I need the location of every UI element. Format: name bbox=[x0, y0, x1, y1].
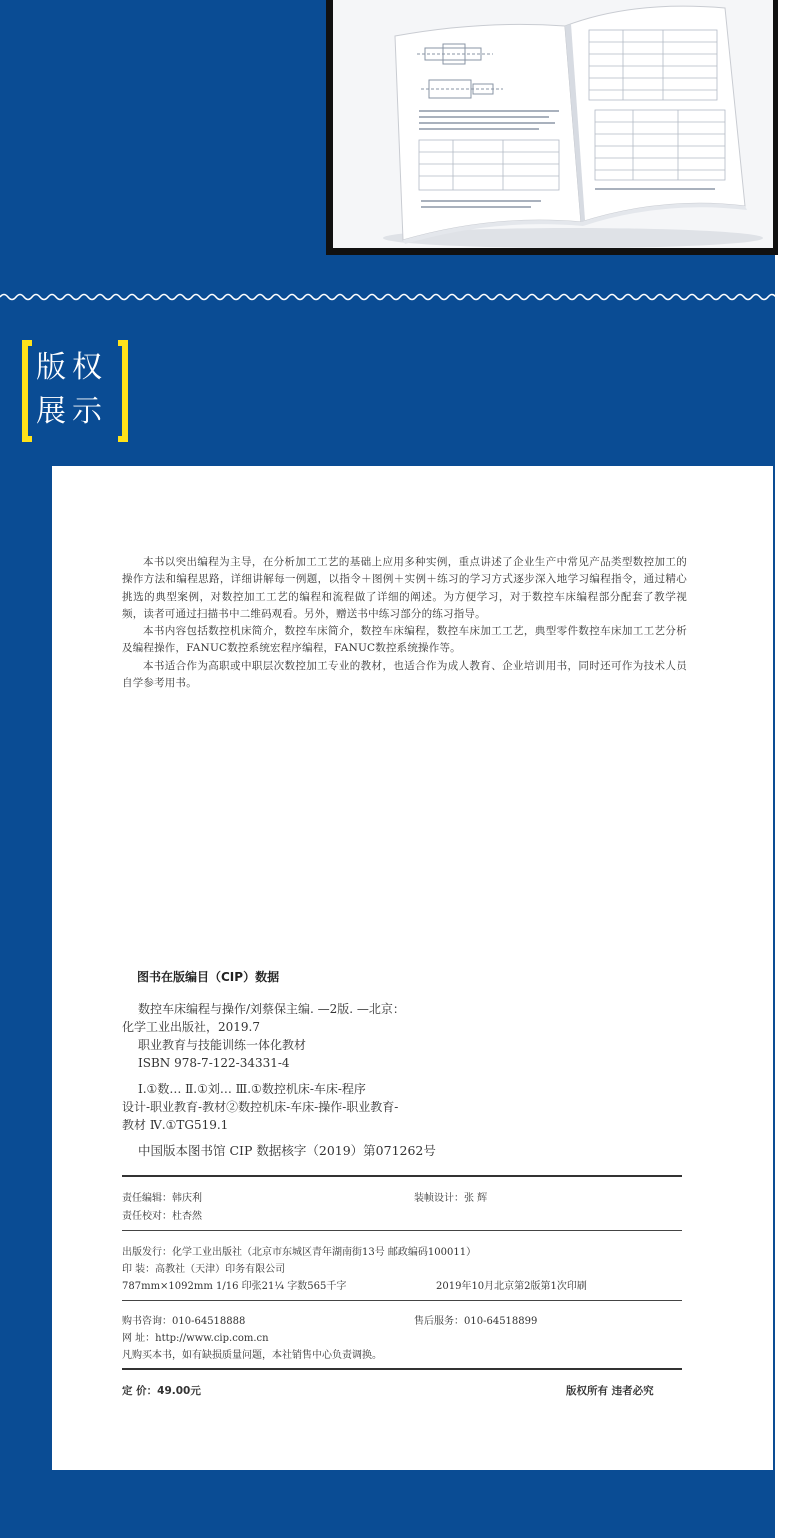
cip-number: 中国版本图书馆 CIP 数据核字（2019）第071262号 bbox=[138, 1143, 436, 1158]
book-format: 787mm×1092mm 1/16 印张21¼ 字数565千字 bbox=[122, 1281, 347, 1292]
isbn: ISBN 978-7-122-34331-4 bbox=[138, 1056, 290, 1070]
cip-heading: 图书在版编目（CIP）数据 bbox=[137, 970, 280, 984]
abstract-paragraph: 本书以突出编程为主导，在分析加工工艺的基础上应用多种实例，重点讲述了企业生产中常见产品类型数控加工的操作方法和编程思路，详细讲解每一例题，以指令＋图例＋实例＋练习的学习方式逐步深入地学习编程指令，通过精心挑选的典型案例，对数控加工工艺的编程和流程做了详细的阐述。为方便学习，对于数控车床编程部分配套了教学视频，读者可通过扫描书中二维码观看。另外，赠送书中练习部分的练习指导。 bbox=[122, 556, 687, 620]
right-bracket bbox=[118, 340, 128, 442]
cip-data bbox=[122, 1000, 482, 1160]
editor: 责任编辑：韩庆利 bbox=[122, 1193, 202, 1204]
abstract-paragraph: 本书内容包括数控机床简介，数控车床简介，数控车床编程，数控车床加工工艺，典型零件数控车床加工工艺分析及编程操作，FANUC数控系统宏程序编程，FANUC数控系统操作等。 bbox=[122, 625, 687, 655]
section-title bbox=[22, 340, 128, 442]
cip-class: 设计-职业教育-教材②数控机床-车床-操作-职业教育- bbox=[122, 1100, 399, 1114]
website: 网 址：http://www.cip.com.cn bbox=[122, 1333, 269, 1344]
right-edge bbox=[775, 0, 790, 1538]
return-notice: 凡购买本书，如有缺损质量问题，本社销售中心负责调换。 bbox=[122, 1350, 382, 1361]
left-bracket bbox=[22, 340, 32, 442]
cip-class: 教材 Ⅳ.①TG519.1 bbox=[122, 1118, 229, 1132]
proofreader: 责任校对：杜杏然 bbox=[122, 1211, 202, 1222]
wave-divider bbox=[0, 290, 775, 304]
divider bbox=[122, 1300, 682, 1301]
edition: 2019年10月北京第2版第1次印刷 bbox=[436, 1281, 587, 1292]
purchase-phone: 购书咨询：010-64518888 bbox=[122, 1316, 246, 1327]
open-book-photo bbox=[333, 0, 773, 248]
abstract bbox=[122, 554, 687, 692]
cip-line: 化学工业出版社，2019.7 bbox=[122, 1020, 260, 1034]
section-title-line2: 展示 bbox=[36, 394, 108, 429]
abstract-paragraph: 本书适合作为高职或中职层次数控加工专业的教材，也适合作为成人教育、企业培训用书，同时还可作为技术人员自学参考用书。 bbox=[122, 659, 687, 690]
divider bbox=[122, 1175, 682, 1177]
price: 定 价：49.00元 bbox=[122, 1385, 201, 1397]
printer: 印 装：高教社（天津）印务有限公司 bbox=[122, 1264, 286, 1275]
section-title-line1: 版权 bbox=[36, 350, 108, 385]
designer: 装帧设计：张 辉 bbox=[414, 1193, 488, 1204]
after-sales-phone: 售后服务：010-64518899 bbox=[414, 1316, 538, 1327]
divider bbox=[122, 1368, 682, 1370]
cip-line: 数控车床编程与操作/刘蔡保主编. —2版. —北京： bbox=[138, 1002, 405, 1016]
rights-notice: 版权所有 违者必究 bbox=[566, 1385, 654, 1397]
cip-class: Ⅰ.①数… Ⅱ.①刘… Ⅲ.①数控机床-车床-程序 bbox=[138, 1082, 366, 1096]
divider bbox=[122, 1230, 682, 1231]
publisher: 出版发行：化学工业出版社（北京市东城区青年湖南街13号 邮政编码100011） bbox=[122, 1247, 477, 1258]
cip-line: 职业教育与技能训练一体化教材 bbox=[138, 1038, 307, 1052]
